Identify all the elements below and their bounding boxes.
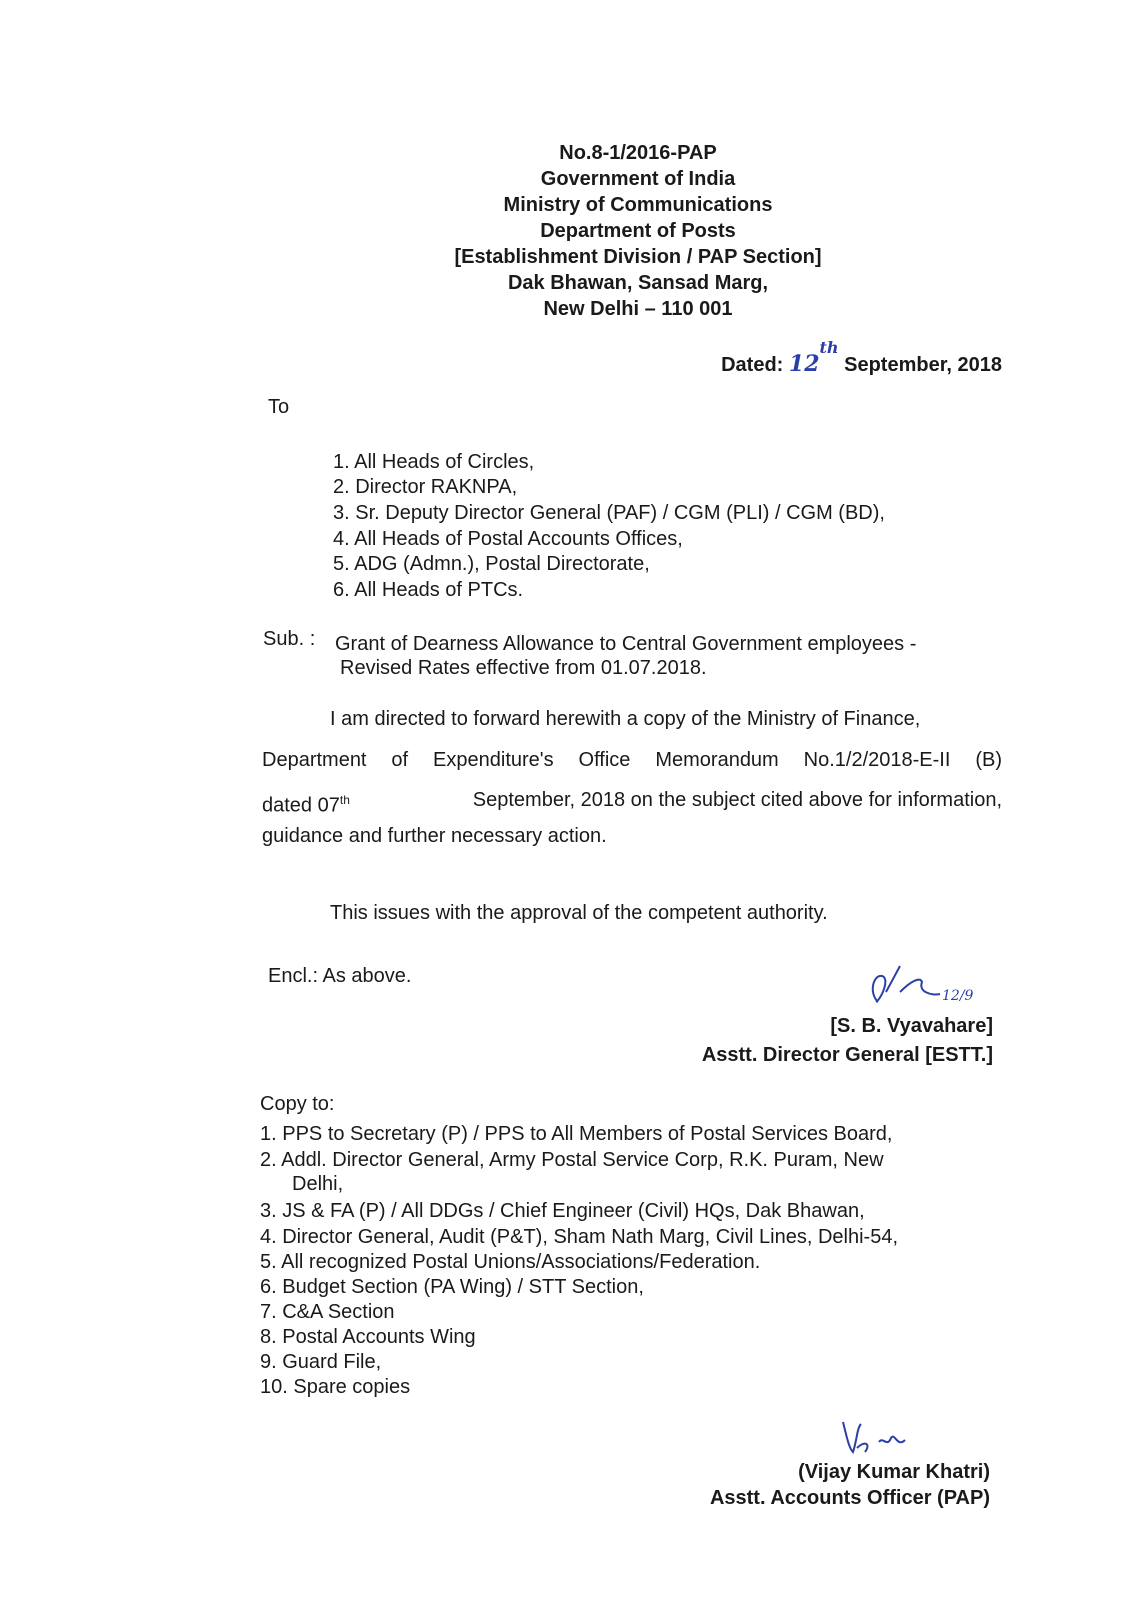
list-item: 6. Budget Section (PA Wing) / STT Section, bbox=[260, 1276, 644, 1298]
signature-mark bbox=[860, 962, 980, 1022]
signature-date: 12/9 bbox=[942, 988, 974, 1004]
list-item: 2. Director RAKNPA, bbox=[333, 476, 518, 498]
signatory-name: [S. B. Vyavahare] bbox=[830, 1015, 993, 1037]
approval-line: This issues with the approval of the competent authority. bbox=[330, 902, 828, 924]
list-item: 4. Director General, Audit (P&T), Sham Nath Marg, Civil Lines, Delhi-54, bbox=[260, 1226, 899, 1248]
body-text: September, 2018 on the subject cited above for information, bbox=[472, 789, 1002, 811]
list-item: 3. JS & FA (P) / All DDGs / Chief Engineer (Civil) HQs, Dak Bhawan, bbox=[260, 1200, 865, 1222]
handwritten-day: 12 bbox=[788, 351, 820, 377]
body-line: I am directed to forward herewith a copy of the Ministry of Finance, bbox=[330, 708, 921, 730]
copy-to-label: Copy to: bbox=[260, 1093, 335, 1115]
list-item-continued: Delhi, bbox=[292, 1173, 344, 1195]
signatory-designation: Asstt. Director General [ESTT.] bbox=[701, 1044, 993, 1066]
list-item: 9. Guard File, bbox=[260, 1351, 382, 1373]
file-number: No.8-1/2016-PAP bbox=[559, 142, 717, 164]
date-rest: September, 2018 bbox=[844, 354, 1002, 376]
body-line: guidance and further necessary action. bbox=[262, 825, 607, 847]
handwritten-suffix: th bbox=[819, 338, 839, 357]
date-label: Dated: bbox=[721, 354, 784, 376]
body-date-sup: th bbox=[339, 793, 350, 807]
header-line: Government of India bbox=[540, 168, 736, 190]
list-item: 4. All Heads of Postal Accounts Offices, bbox=[333, 528, 683, 550]
list-item: 2. Addl. Director General, Army Postal Service Corp, R.K. Puram, New bbox=[260, 1149, 884, 1171]
header-line: Ministry of Communications bbox=[503, 194, 773, 216]
list-item: 8. Postal Accounts Wing bbox=[260, 1326, 476, 1348]
list-item: 10. Spare copies bbox=[260, 1376, 411, 1398]
list-item: 7. C&A Section bbox=[260, 1301, 395, 1323]
header-line: [Establishment Division / PAP Section] bbox=[454, 246, 822, 268]
header-line: Department of Posts bbox=[540, 220, 736, 242]
subject-line: Revised Rates effective from 01.07.2018. bbox=[340, 657, 707, 679]
to-label: To bbox=[268, 396, 290, 418]
list-item: 6. All Heads of PTCs. bbox=[333, 579, 524, 601]
header-line: New Delhi – 110 001 bbox=[543, 298, 733, 320]
enclosure: Encl.: As above. bbox=[268, 965, 412, 987]
list-item: 1. All Heads of Circles, bbox=[333, 451, 535, 473]
body-date: dated 07 bbox=[262, 794, 340, 817]
list-item: 5. ADG (Admn.), Postal Directorate, bbox=[333, 553, 650, 575]
signatory-name: (Vijay Kumar Khatri) bbox=[798, 1461, 990, 1483]
subject-label: Sub. : bbox=[263, 628, 316, 650]
signatory-designation: Asstt. Accounts Officer (PAP) bbox=[709, 1487, 990, 1509]
list-item: 3. Sr. Deputy Director General (PAF) / CGM (PLI) / CGM (BD), bbox=[333, 502, 885, 524]
body-line: Department of Expenditure's Office Memorandum No.1/2/2018-E-II (B) bbox=[262, 749, 1002, 771]
body-line bbox=[262, 788, 1002, 818]
subject-line: Grant of Dearness Allowance to Central Government employees - bbox=[335, 633, 917, 655]
date-line bbox=[721, 338, 1002, 378]
header-line: Dak Bhawan, Sansad Marg, bbox=[507, 272, 769, 294]
list-item: 1. PPS to Secretary (P) / PPS to All Members of Postal Services Board, bbox=[260, 1123, 893, 1145]
list-item: 5. All recognized Postal Unions/Associations/Federation. bbox=[260, 1251, 761, 1273]
